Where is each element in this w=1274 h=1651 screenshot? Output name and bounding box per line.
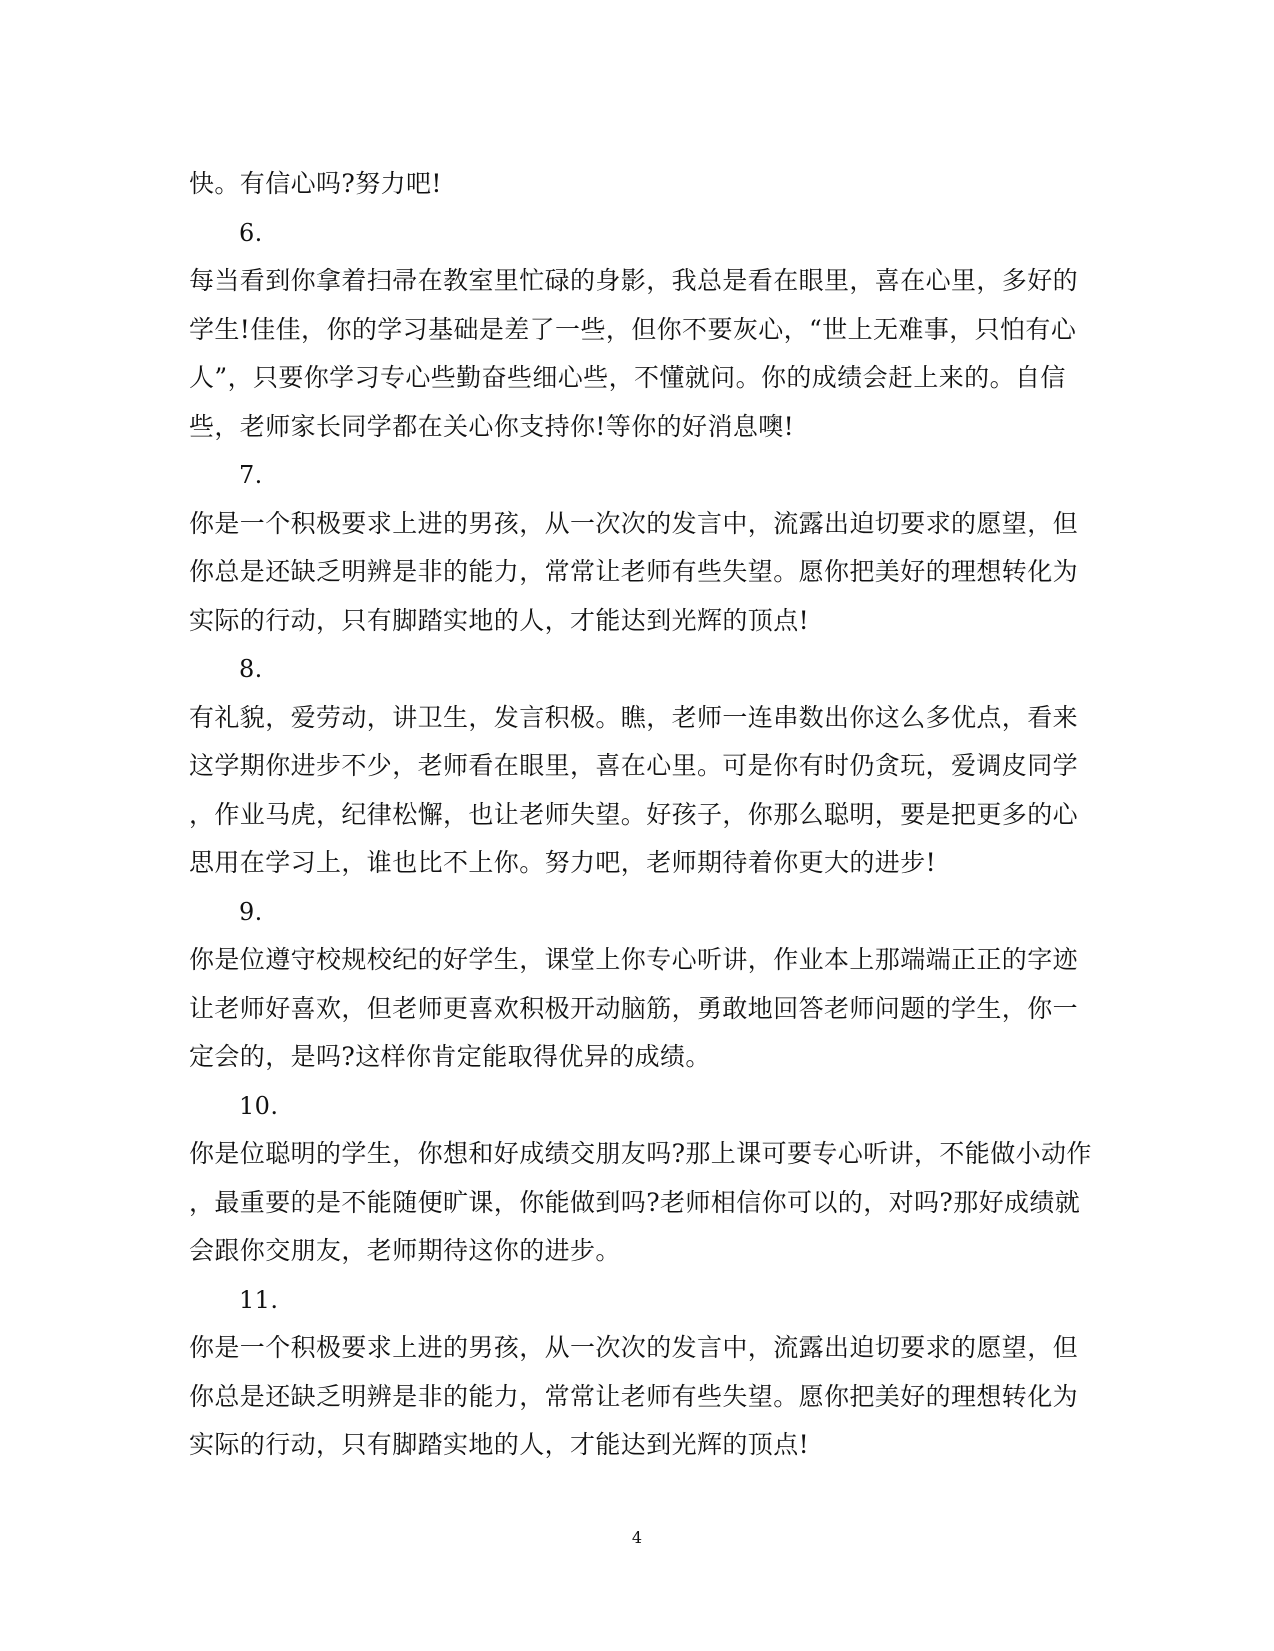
document-body: [189, 160, 1092, 1470]
item-number: 11.: [239, 1285, 279, 1314]
page-number: 4: [631, 1528, 643, 1547]
item-number: 10.: [239, 1091, 279, 1120]
text-line: 会跟你交朋友，老师期待这你的进步。: [189, 1236, 621, 1265]
text-line: 人”，只要你学习专心些勤奋些细心些，不懂就问。你的成绩会赶上来的。自信: [189, 363, 1066, 392]
text-line: ，作业马虎，纪律松懈，也让老师失望。好孩子，你那么聪明，要是把更多的心: [189, 799, 1079, 829]
text-line: 你是位遵守校规校纪的好学生，课堂上你专心听讲，作业本上那端端正正的字迹: [189, 945, 1079, 974]
item-number: 9.: [239, 897, 263, 926]
text-line: 你总是还缺乏明辨是非的能力，常常让老师有些失望。愿你把美好的理想转化为: [189, 1381, 1079, 1411]
text-line: 你是一个积极要求上进的男孩，从一次次的发言中，流露出迫切要求的愿望，但: [189, 1333, 1079, 1362]
text-line: 实际的行动，只有脚踏实地的人，才能达到光辉的顶点!: [189, 1430, 810, 1459]
text-line: 你是位聪明的学生，你想和好成绩交朋友吗?那上课可要专心听讲，不能做小动作: [189, 1139, 1092, 1168]
text-line: 思用在学习上，谁也比不上你。努力吧，老师期待着你更大的进步!: [189, 848, 937, 877]
text-line: ，最重要的是不能随便旷课，你能做到吗?老师相信你可以的，对吗?那好成绩就: [189, 1187, 1081, 1217]
text-line: 快。有信心吗?努力吧!: [189, 169, 442, 198]
item-number: 7.: [239, 461, 263, 489]
text-line: 你总是还缺乏明辨是非的能力，常常让老师有些失望。愿你把美好的理想转化为: [189, 557, 1079, 586]
text-line: 这学期你进步不少，老师看在眼里，喜在心里。可是你有时仍贪玩，爱调皮同学: [189, 751, 1079, 780]
text-line: 每当看到你拿着扫帚在教室里忙碌的身影，我总是看在眼里，喜在心里，多好的: [189, 266, 1079, 295]
item-number: 6.: [239, 218, 263, 247]
text-line: 学生!佳佳，你的学习基础是差了一些，但你不要灰心，“世上无难事，只怕有心: [189, 314, 1077, 344]
text-line: 有礼貌，爱劳动，讲卫生，发言积极。瞧，老师一连串数出你这么多优点，看来: [189, 702, 1079, 732]
text-line: 些，老师家长同学都在关心你支持你!等你的好消息噢!: [189, 411, 795, 441]
text-line: 实际的行动，只有脚踏实地的人，才能达到光辉的顶点!: [189, 605, 810, 635]
text-line: 你是一个积极要求上进的男孩，从一次次的发言中，流露出迫切要求的愿望，但: [189, 508, 1079, 538]
text-line: 定会的，是吗?这样你肯定能取得优异的成绩。: [189, 1042, 711, 1071]
text-line: 让老师好喜欢，但老师更喜欢积极开动脑筋，勇敢地回答老师问题的学生，你一: [189, 993, 1079, 1023]
item-number: 8.: [239, 655, 263, 683]
